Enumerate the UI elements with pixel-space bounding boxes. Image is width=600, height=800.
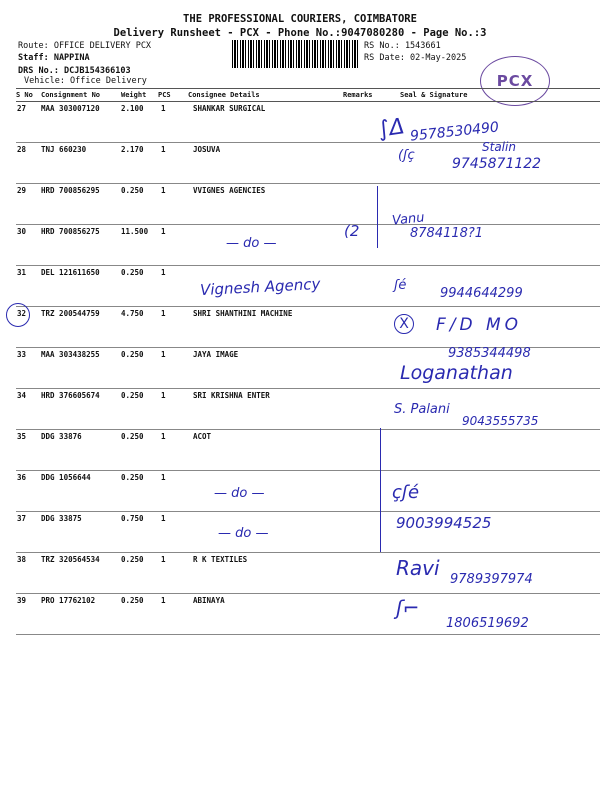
col-sno: S No xyxy=(16,91,33,99)
col-signature: Seal & Signature xyxy=(400,91,468,99)
row-weight: 0.250 xyxy=(121,596,144,605)
rs-number: RS No.: 1543661 xyxy=(364,41,441,51)
row-consignment-no: TRZ 200544759 xyxy=(41,309,100,318)
row-consignee: SRI KRISHNA ENTER xyxy=(193,391,270,400)
row-sno: 30 xyxy=(17,227,27,236)
row-divider xyxy=(16,593,600,594)
row-pcs: 1 xyxy=(161,268,166,277)
signature-37-phone: 9003994525 xyxy=(396,514,492,532)
signature-39-phone: 1806519692 xyxy=(446,616,529,631)
ditto-30: — do — xyxy=(226,236,277,251)
signature-36-scribble: çʃé xyxy=(392,482,420,503)
row-weight: 2.170 xyxy=(121,145,144,154)
signature-28-scribble: (ʃç xyxy=(398,148,415,163)
row-consignment-no: DDG 1056644 xyxy=(41,473,91,482)
row-weight: 0.250 xyxy=(121,268,144,277)
brace-35-37 xyxy=(380,428,381,552)
row-weight: 0.250 xyxy=(121,432,144,441)
row-sno: 29 xyxy=(17,186,27,195)
signature-33-name: Loganathan xyxy=(400,362,513,384)
row-sno: 31 xyxy=(17,268,27,277)
row-sno: 37 xyxy=(17,514,27,523)
row-consignment-no: PRO 17762102 xyxy=(41,596,96,605)
row-pcs: 1 xyxy=(161,473,166,482)
row-consignee: ABINAYA xyxy=(193,596,225,605)
barcode xyxy=(232,40,360,68)
row-weight: 0.250 xyxy=(121,555,144,564)
signature-31-phone: 9944644299 xyxy=(440,286,523,301)
row-divider xyxy=(16,183,600,184)
row-sno: 32 xyxy=(17,309,27,318)
row-sno: 28 xyxy=(17,145,27,154)
row-pcs: 1 xyxy=(161,391,166,400)
runsheet-title: Delivery Runsheet - PCX - Phone No.:9047080280 - Page No.:3 xyxy=(113,27,487,39)
ditto-37: — do — xyxy=(218,526,269,541)
vehicle-label: Vehicle: Office Delivery xyxy=(24,76,147,86)
consignee-31-handwritten: Vignesh Agency xyxy=(199,274,321,300)
row-sno: 39 xyxy=(17,596,27,605)
row-consignment-no: HRD 700856275 xyxy=(41,227,100,236)
row-divider xyxy=(16,552,600,553)
row-32-circle-mark xyxy=(6,303,30,327)
row-weight: 11.500 xyxy=(121,227,149,236)
row-divider xyxy=(16,470,600,471)
row-divider xyxy=(16,224,600,225)
row-consignment-no: TRZ 320564534 xyxy=(41,555,100,564)
rs-date: RS Date: 02-May-2025 xyxy=(364,53,467,63)
row-sno: 33 xyxy=(17,350,27,359)
signature-38-phone: 9789397974 xyxy=(450,572,533,587)
row-consignment-no: HRD 376605674 xyxy=(41,391,100,400)
row-weight: 0.250 xyxy=(121,391,144,400)
signature-32-x-mark: X xyxy=(394,314,414,334)
header-top-rule xyxy=(16,88,600,89)
row-sno: 27 xyxy=(17,104,27,113)
row-sno: 35 xyxy=(17,432,27,441)
row-consignment-no: MAA 303438255 xyxy=(41,350,100,359)
row-divider xyxy=(16,388,600,389)
row-weight: 2.100 xyxy=(121,104,144,113)
row-weight: 0.250 xyxy=(121,350,144,359)
row-weight: 0.750 xyxy=(121,514,144,523)
signature-34-name: S. Palani xyxy=(394,402,450,417)
signature-32-note: F/D MO xyxy=(436,315,523,335)
header-bottom-rule xyxy=(16,101,600,102)
row-weight: 0.250 xyxy=(121,186,144,195)
signature-34-phone: 9043555735 xyxy=(462,414,539,428)
company-name: THE PROFESSIONAL COURIERS, COIMBATORE xyxy=(183,13,417,25)
row-consignment-no: DEL 121611650 xyxy=(41,268,100,277)
col-consignment: Consignment No xyxy=(41,91,101,99)
row-pcs: 1 xyxy=(161,227,166,236)
row-consignee: JAYA IMAGE xyxy=(193,350,239,359)
row-weight: 0.250 xyxy=(121,473,144,482)
row-consignee: SHRI SHANTHINI MACHINE xyxy=(193,309,293,318)
row-divider xyxy=(16,634,600,635)
row-sno: 38 xyxy=(17,555,27,564)
signature-28-name: Stalin xyxy=(482,140,516,154)
signature-30-phone: 8784118?1 xyxy=(410,226,484,241)
signature-27-phone: 9578530490 xyxy=(409,119,500,145)
brace-29-30 xyxy=(377,186,378,248)
row-pcs: 1 xyxy=(161,350,166,359)
row-consignee: ACOT xyxy=(193,432,212,441)
row-pcs: 1 xyxy=(161,145,166,154)
staff-label: Staff: NAPPINA xyxy=(18,53,90,63)
row-consignment-no: DDG 33876 xyxy=(41,432,82,441)
signature-30-name: Vanu xyxy=(391,210,426,229)
row-pcs: 1 xyxy=(161,104,166,113)
row-pcs: 1 xyxy=(161,555,166,564)
row-pcs: 1 xyxy=(161,309,166,318)
signature-33-phone: 9385344498 xyxy=(448,346,531,361)
row-divider xyxy=(16,429,600,430)
col-consignee: Consignee Details xyxy=(188,91,260,99)
row-weight: 4.750 xyxy=(121,309,144,318)
signature-27-scribble: ∫Δ xyxy=(376,114,407,143)
signature-28-phone: 9745871122 xyxy=(452,156,542,172)
row-consignment-no: TNJ 660230 xyxy=(41,145,87,154)
signature-30-mark: (2 xyxy=(344,222,360,240)
ditto-36: — do — xyxy=(214,486,265,501)
signature-39-scribble: ʃ⌐ xyxy=(396,596,420,620)
row-pcs: 1 xyxy=(161,596,166,605)
row-consignee: JOSUVA xyxy=(193,145,221,154)
row-divider xyxy=(16,265,600,266)
row-consignee: VVIGNES AGENCIES xyxy=(193,186,266,195)
row-pcs: 1 xyxy=(161,432,166,441)
row-pcs: 1 xyxy=(161,186,166,195)
row-divider xyxy=(16,306,600,307)
row-sno: 34 xyxy=(17,391,27,400)
row-sno: 36 xyxy=(17,473,27,482)
row-divider xyxy=(16,511,600,512)
signature-31-scribble: ʃé xyxy=(394,278,407,293)
row-consignee: R K TEXTILES xyxy=(193,555,248,564)
row-consignee: SHANKAR SURGICAL xyxy=(193,104,266,113)
col-remarks: Remarks xyxy=(343,91,373,99)
pcx-stamp: PCX xyxy=(480,56,550,106)
col-weight: Weight xyxy=(121,91,147,99)
row-pcs: 1 xyxy=(161,514,166,523)
row-consignment-no: HRD 700856295 xyxy=(41,186,100,195)
row-consignment-no: DDG 33875 xyxy=(41,514,82,523)
drs-number: DRS No.: DCJB154366103 xyxy=(18,66,131,76)
col-pcs: PCS xyxy=(158,91,171,99)
signature-38-name: Ravi xyxy=(396,556,440,580)
row-consignment-no: MAA 303007120 xyxy=(41,104,100,113)
route-label: Route: OFFICE DELIVERY PCX xyxy=(18,41,152,51)
